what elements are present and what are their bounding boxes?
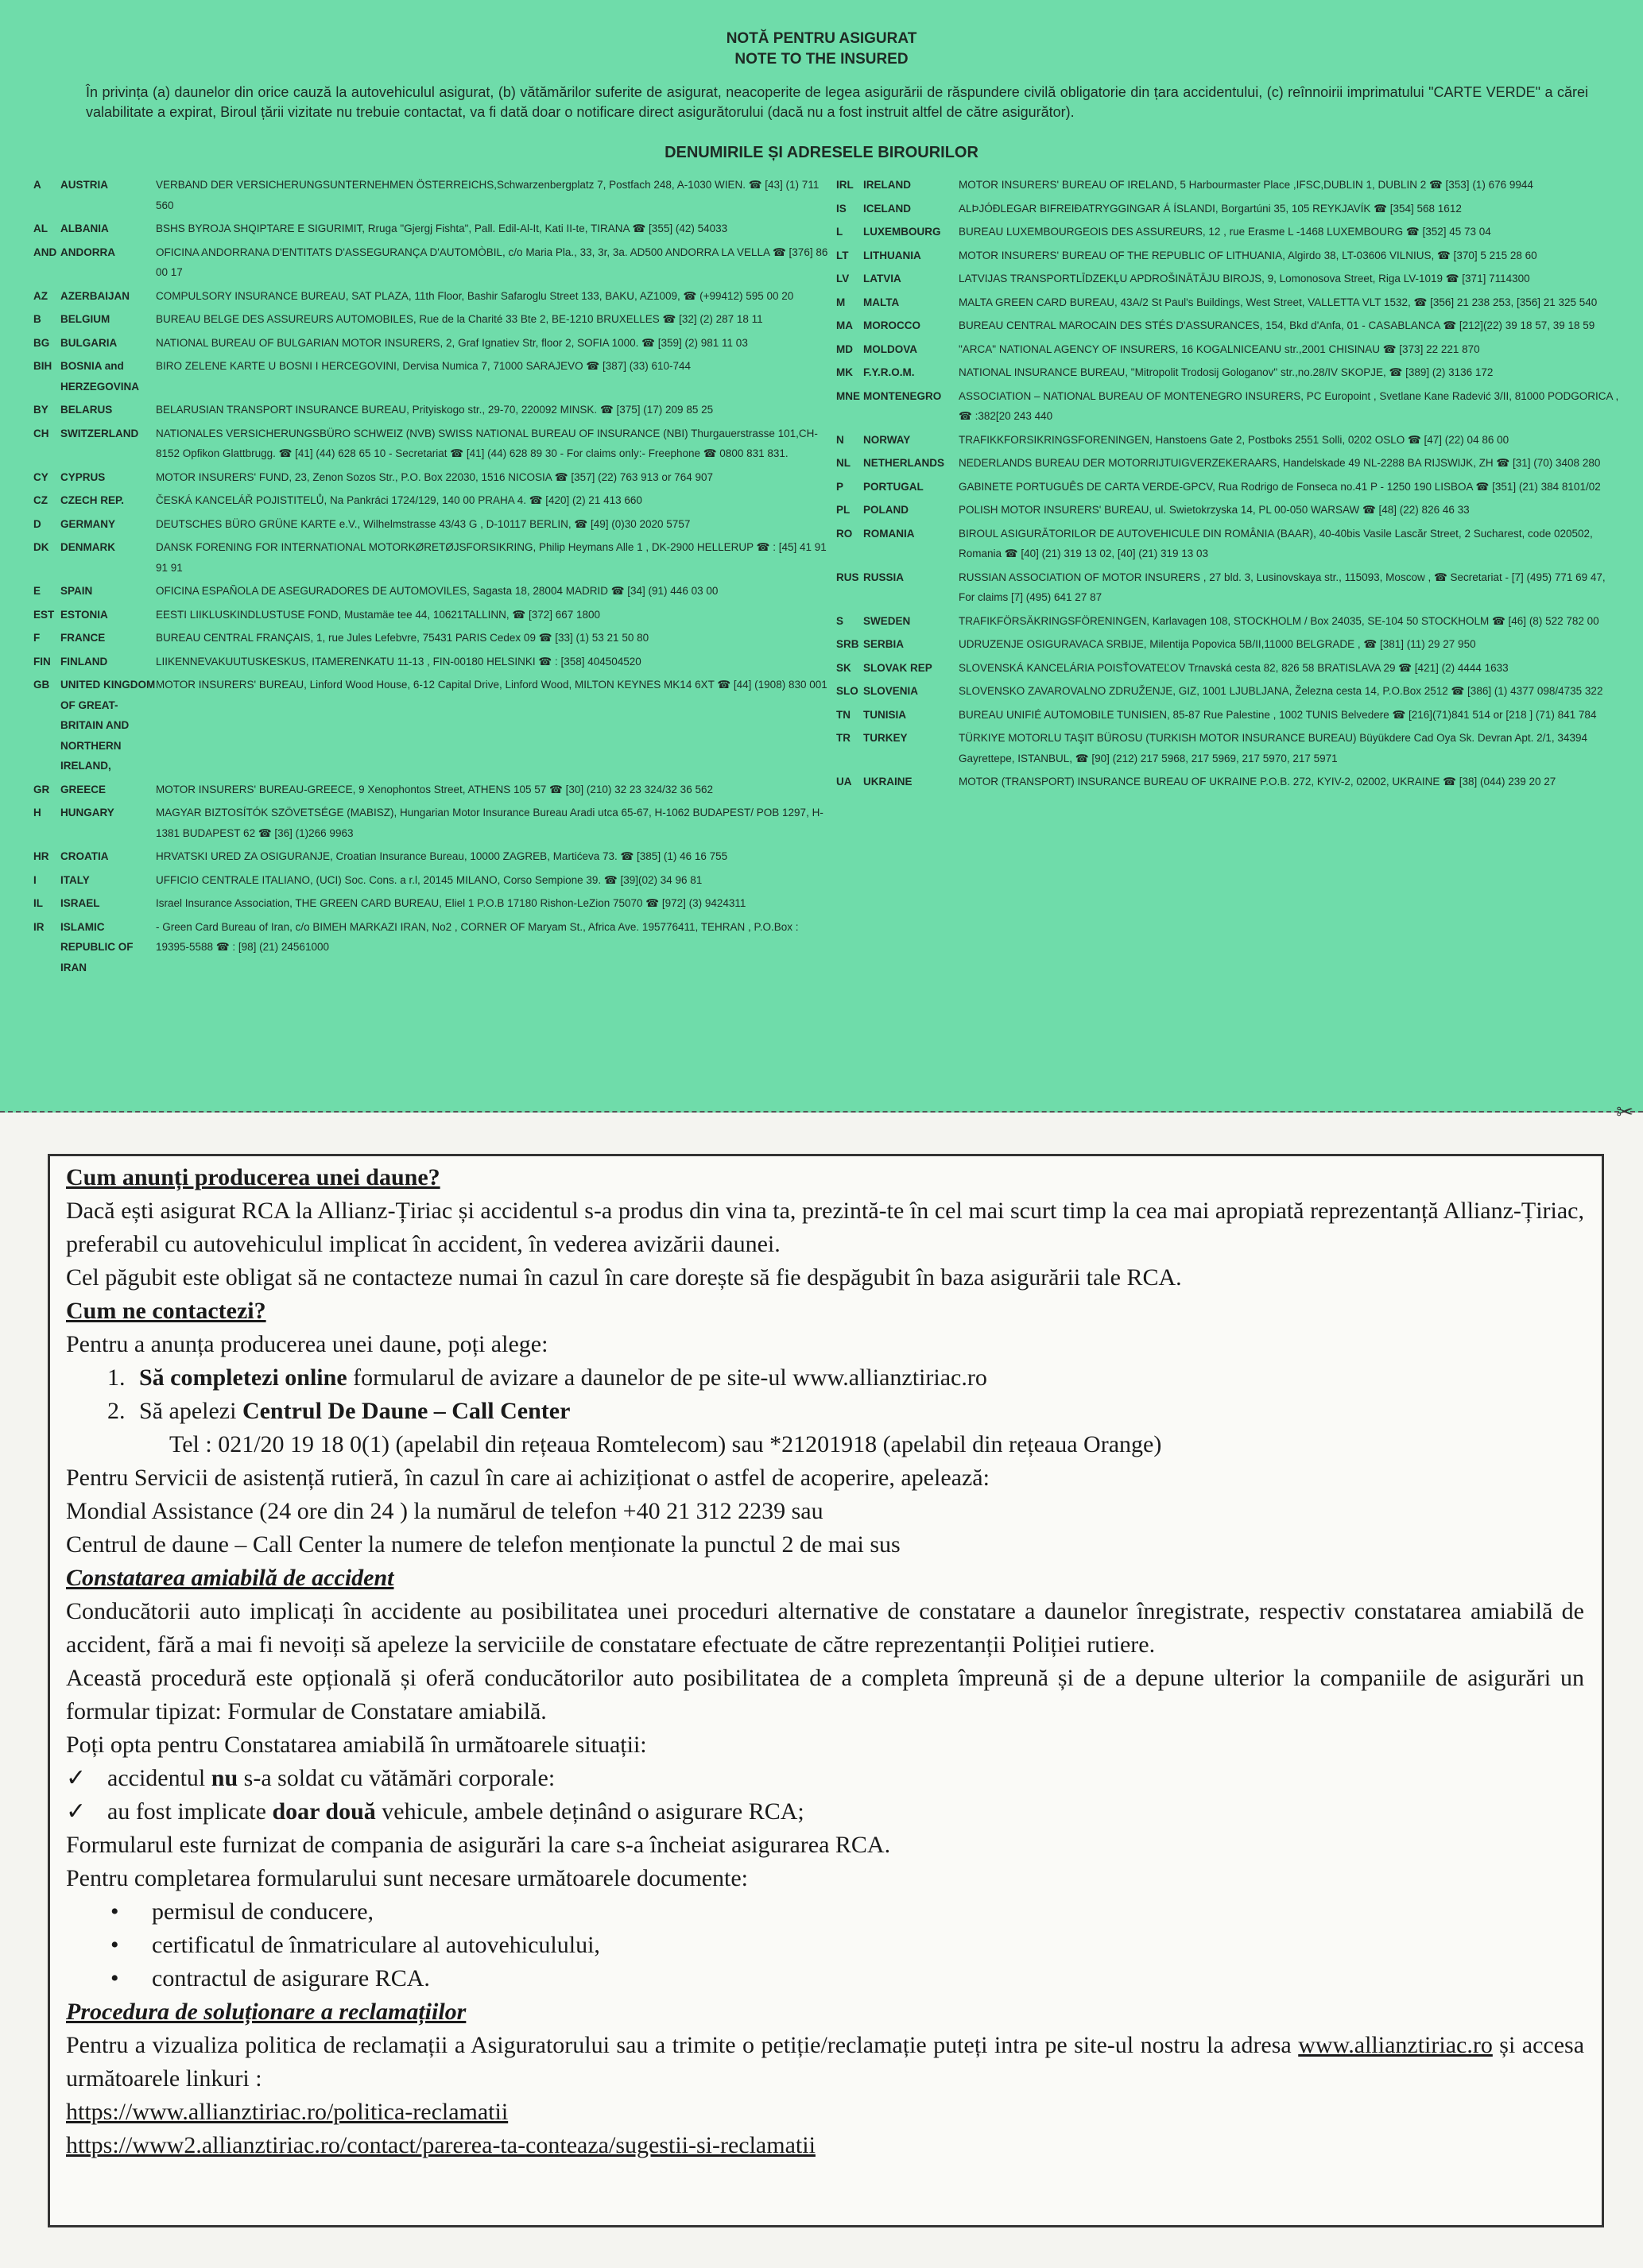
check-icon: ✓ xyxy=(66,1765,87,1791)
bureau-address: OFICINA ANDORRANA D'ENTITATS D'ASSEGURANÇA D'AUTOMÒBIL, c/o Maria Pla., 33, 3r, 3a. AD500 ANDORRA LA VELLA ☎ [376] 86 00 17 xyxy=(156,246,828,278)
bureau-code: TR xyxy=(836,732,851,744)
bureau-code: S xyxy=(836,614,844,627)
bureau-country: GERMANY xyxy=(60,517,116,530)
paragraph: Pentru completarea formularului sunt necesare următoarele documente: xyxy=(66,1865,748,1891)
bureau-address: ČESKÁ KANCELÁŘ POJISTITELŮ, Na Pankráci 1724/129, 140 00 PRAHA 4. ☎ [420] (2) 21 413 660 xyxy=(156,494,642,506)
bureau-entry xyxy=(33,333,828,354)
complaints-policy-link[interactable]: https://www.allianztiriac.ro/politica-reclamatii xyxy=(66,2099,509,2125)
bureau-address: ASSOCIATION – NATIONAL BUREAU OF MONTENEGRO INSURERS, PC Europoint , Svetlane Kane Radević 3/II, 81000 PODGORICA , ☎ :382[20 243 440 xyxy=(959,389,1619,422)
bureau-entry xyxy=(836,269,1623,289)
bureau-code: MA xyxy=(836,319,853,331)
bureau-entry xyxy=(33,893,828,914)
bureau-entry xyxy=(33,400,828,420)
bureau-country: CZECH REP. xyxy=(60,494,125,506)
bureau-address: Israel Insurance Association, THE GREEN CARD BUREAU, Eliel 1 P.O.B 17180 Rishon-LeZion 75070 ☎ [972] (3) 9424311 xyxy=(156,897,746,909)
heading-contact: Cum ne contactezi? xyxy=(66,1298,266,1324)
bureau-address: SLOVENSKO ZAVAROVALNO ZDRUŽENJE, GIZ, 1001 LJUBLJANA, Železna cesta 14, P.O.Box 2512 ☎ [386] (1) 4377 098/4735 322 xyxy=(959,685,1603,697)
bureau-address: MALTA GREEN CARD BUREAU, 43A/2 St Paul's Buildings, West Street, VALLETTA VLT 1532, ☎ [356] 21 238 253, [356] 21 325 540 xyxy=(959,296,1598,308)
bureau-address: NEDERLANDS BUREAU DER MOTORRIJTUIGVERZEKERAARS, Handelskade 49 NL-2288 BA RIJSWIJK, ZH ☎ [31] (70) 3408 280 xyxy=(959,457,1601,469)
bureau-code: HR xyxy=(33,850,49,862)
bureau-country: PORTUGAL xyxy=(863,480,924,493)
bureau-country: SLOVAK REP xyxy=(863,661,932,674)
bureau-country: POLAND xyxy=(863,504,909,516)
bureau-address: TRAFIKFÖRSÄKRINGSFÖRENINGEN, Karlavagen 108, STOCKHOLM / Box 24035, SE-104 50 STOCKHOLM ☎ [46] (8) 522 782 00 xyxy=(959,614,1599,627)
bureau-address: MOTOR INSURERS' BUREAU OF IRELAND, 5 Harbourmaster Place ,IFSC,DUBLIN 1, DUBLIN 2 ☎ [353] (1) 676 9944 xyxy=(959,179,1533,191)
paragraph: Formularul este furnizat de compania de asigurări la care s-a încheiat asigurarea RCA. xyxy=(66,1832,891,1858)
bureau-country: BOSNIA and HERZEGOVINA xyxy=(60,360,140,393)
bureau-country: MOLDOVA xyxy=(863,343,917,355)
bureau-entry xyxy=(33,652,828,672)
bureau-code: BY xyxy=(33,404,48,416)
bureau-country: AZERBAIJAN xyxy=(60,289,130,302)
bureau-address: BIRO ZELENE KARTE U BOSNI I HERCEGOVINI, Dervisa Numica 7, 71000 SARAJEVO ☎ [387] (33) 610-744 xyxy=(156,360,692,372)
bureau-code: AZ xyxy=(33,289,48,302)
note-intro: În privința (a) daunelor din orice cauză la autovehiculul asigurat, (b) vătămărilor suferite de asigurat, neacoperite de legea asigurării de răspundere civilă obligatorie din țara accidentului, (c) reînnoirii imprimatului "CARTE VERDE" a cărei valabilitate a expirat, Biroul țării vizitate nu trebuie contactat, va fi dată doar o notificare direct asigurătorului (dacă nu a fost instruit altfel de către asigurător). xyxy=(86,84,1588,120)
bureau-address: MOTOR INSURERS' BUREAU OF THE REPUBLIC OF LITHUANIA, Algirdo 38, LT-03606 VILNIUS, ☎ [370] 5 215 28 60 xyxy=(959,249,1537,261)
bureau-address: TRAFIKKFORSIKRINGSFORENINGEN, Hanstoens Gate 2, Postboks 2551 Solli, 0202 OSLO ☎ [47] (22) 04 86 00 xyxy=(959,433,1509,446)
bureau-country: AUSTRIA xyxy=(60,179,108,191)
bureau-country: ITALY xyxy=(60,873,90,886)
bureau-entry xyxy=(33,803,828,843)
bureau-country: NORWAY xyxy=(863,433,911,446)
bureau-entry xyxy=(836,246,1623,266)
bureau-country: BELGIUM xyxy=(60,313,110,325)
bureau-code: MNE xyxy=(836,389,860,402)
bureau-code: MD xyxy=(836,343,853,355)
bureau-code: IS xyxy=(836,202,847,215)
bureau-entry xyxy=(836,315,1623,336)
bureau-country: MOROCCO xyxy=(863,319,920,331)
bureau-code: FIN xyxy=(33,655,51,668)
bureau-code: EST xyxy=(33,608,55,621)
bureau-entry xyxy=(836,339,1623,360)
bureau-country: ISRAEL xyxy=(60,897,100,909)
paragraph: Pentru a anunța producerea unei daune, poți alege: xyxy=(66,1331,548,1357)
bureau-address: BUREAU UNIFIÉ AUTOMOBILE TUNISIEN, 85-87 Rue Palestine , 1002 TUNIS Belvedere ☎ [216](71)841 514 or [218 ] (71) 841 784 xyxy=(959,708,1597,721)
bureau-country: ESTONIA xyxy=(60,608,108,621)
bureau-address: UFFICIO CENTRALE ITALIANO, (UCI) Soc. Cons. a r.l, 20145 MILANO, Corso Sempione 39. ☎ [39](02) 34 96 81 xyxy=(156,873,703,886)
bureau-address: BUREAU CENTRAL MAROCAIN DES STÉS D'ASSURANCES, 154, Bkd d'Anfa, 01 - CASABLANCA ☎ [212](22) 39 18 57, 39 18 59 xyxy=(959,319,1595,331)
bullet-item: • certificatul de înmatriculare al autovehiculului, xyxy=(66,1929,1584,1962)
bureau-country: F.Y.R.O.M. xyxy=(863,366,915,378)
paragraph: Conducătorii auto implicați în accidente au posibilitatea unei proceduri alternative de constatare a daunelor înregistrate, respectiv constatarea amiabilă de accident, fără a mai fi nevoiți să apeleze la serviciile de constatare efectuate de către reprezentanții Poliției rutiere. xyxy=(66,1598,1584,1658)
bureau-entry xyxy=(836,477,1623,497)
bureau-entry xyxy=(836,199,1623,219)
bureau-entry xyxy=(33,917,828,978)
bureau-code: IR xyxy=(33,920,45,933)
bureau-address: VERBAND DER VERSICHERUNGSUNTERNEHMEN ÖSTERREICHS,Schwarzenbergplatz 7, Postfach 248, A-1030 WIEN. ☎ [43] (1) 711 560 xyxy=(156,179,820,211)
bureau-code: DK xyxy=(33,541,49,553)
paragraph: Pentru a vizualiza politica de reclamații a Asiguratorului sau a trimite o petiție/reclamație puteți intra pe site-ul nostru la adresa www.allianztiriac.ro și accesa următoarele linkuri : xyxy=(66,2032,1585,2092)
paragraph: Această procedură este opțională și oferă conducătorilor auto posibilitatea de a completa împreună și de a depune ulterior la companiile de asigurări un formular tipizat: Formular de Constatare amiabilă. xyxy=(66,1665,1584,1724)
bureau-code: LV xyxy=(836,273,850,284)
bureau-entry xyxy=(836,681,1623,702)
bureau-code: A xyxy=(33,179,41,191)
bureau-country: UKRAINE xyxy=(863,776,913,788)
list-item: 1. Să completezi online formularul de avizare a daunelor de pe site-ul www.allianztiriac.ro xyxy=(107,1364,987,1391)
bureau-country: HUNGARY xyxy=(60,807,114,819)
bureau-entry xyxy=(33,219,828,239)
bureau-code: B xyxy=(33,313,41,325)
bureau-code: RO xyxy=(836,527,853,540)
bureau-address: EESTI LIIKLUSKINDLUSTUSE FOND, Mustamäe tee 44, 10621TALLINN, ☎ [372] 667 1800 xyxy=(156,608,601,621)
bureau-code: RUS xyxy=(836,571,859,583)
bureau-address: MOTOR (TRANSPORT) INSURANCE BUREAU OF UKRAINE P.O.B. 272, KYIV-2, 02002, UKRAINE ☎ [38] (044) 239 20 27 xyxy=(959,776,1556,788)
bureau-code: TN xyxy=(836,708,851,721)
bureau-entry xyxy=(33,628,828,648)
bureau-entry xyxy=(836,658,1623,679)
bureau-entry xyxy=(836,705,1623,726)
bureau-address: BSHS BYROJA SHQIPTARE E SIGURIMIT, Rruga "Gjergj Fishta", Pall. Edil-Al-It, Kati II-te, TIRANA ☎ [355] (42) 54033 xyxy=(156,223,728,234)
bureau-entry xyxy=(836,362,1623,383)
list-item: 2. Să apelezi Centrul De Daune – Call Center xyxy=(107,1398,571,1424)
bureau-country: ISLAMIC REPUBLIC OF IRAN xyxy=(60,920,134,973)
bullet-icon: • xyxy=(110,1965,119,1991)
heading-report-claim: Cum anunți producerea unei daune? xyxy=(66,1164,440,1190)
bureau-address: BELARUSIAN TRANSPORT INSURANCE BUREAU, Prityiskogo str., 29-70, 220092 MINSK. ☎ [375] (17) 209 85 25 xyxy=(156,404,714,416)
bureau-entry xyxy=(836,567,1623,608)
bureau-country: FINLAND xyxy=(60,655,108,668)
bureau-entry xyxy=(33,175,828,215)
bureau-code: N xyxy=(836,433,844,446)
check-item: ✓ au fost implicate doar două vehicule, ambele deținând o asigurare RCA; xyxy=(66,1795,1584,1829)
bureau-entry xyxy=(33,605,828,625)
bureau-country: BULGARIA xyxy=(60,336,118,349)
bureau-code: SRB xyxy=(836,638,859,650)
bureau-address: NATIONALES VERSICHERUNGSBÜRO SCHWEIZ (NVB) SWISS NATIONAL BUREAU OF INSURANCE (NBI) Thurgauerstrasse 101,CH-8152 Opfikon Glattbrugg. ☎ [41] (44) 628 65 10 - Secretariat ☎ [41] (44) 628 89 30 - For claims only:- Freephone ☎ 0800 831 831. xyxy=(156,427,818,459)
bureau-entry xyxy=(33,514,828,535)
bureau-entry xyxy=(33,846,828,867)
bureau-code: M xyxy=(836,296,846,308)
bureau-entry xyxy=(836,453,1623,474)
bureau-country: LITHUANIA xyxy=(863,249,921,261)
paragraph: Cel păgubit este obligat să ne contacteze numai în cazul în care dorește să fie despăgubit în baza asigurării tale RCA. xyxy=(66,1264,1182,1291)
bureau-entry xyxy=(33,870,828,891)
bureau-code: MK xyxy=(836,366,853,378)
bureau-entry xyxy=(836,386,1623,427)
bureau-entry xyxy=(33,356,828,397)
bureau-entry xyxy=(836,175,1623,195)
bureau-country: TUNISIA xyxy=(863,708,906,721)
bureau-entry xyxy=(33,490,828,511)
bureau-entry xyxy=(33,581,828,602)
bullet-icon: • xyxy=(110,1898,119,1925)
bureau-entry xyxy=(836,222,1623,242)
bureau-address: MAGYAR BIZTOSÍTÓK SZÖVETSÉGE (MABISZ), Hungarian Motor Insurance Bureau Aradi utca 65-67, H-1062 BUDAPEST/ POB 1297, H-1381 BUDAPEST 62 ☎ [36] (1)266 9963 xyxy=(156,807,823,839)
bureau-code: PL xyxy=(836,504,851,516)
bureau-entry xyxy=(33,242,828,283)
paragraph: Dacă ești asigurat RCA la Allianz-Țiriac și accidentul s-a produs din vina ta, prezintă-te în cel mai scurt timp la cea mai apropiată reprezentanță Allianz-Țiriac, preferabil cu autovehiculul implicat în accident, în vederea avizării daunei. xyxy=(66,1198,1584,1257)
bureau-address: BUREAU CENTRAL FRANÇAIS, 1, rue Jules Lefebvre, 75431 PARIS Cedex 09 ☎ [33] (1) 53 21 50 80 xyxy=(156,632,649,644)
bureau-country: LATVIA xyxy=(863,273,901,284)
bureau-address: RUSSIAN ASSOCIATION OF MOTOR INSURERS , 27 bld. 3, Lusinovskaya str., 115093, Moscow , ☎ Secretariat - [7] (495) 771 69 47, For claims [7] (495) 641 27 87 xyxy=(959,571,1606,603)
bureau-address: MOTOR INSURERS' BUREAU-GREECE, 9 Xenophontos Street, ATHENS 105 57 ☎ [30] (210) 32 23 324/32 36 562 xyxy=(156,783,713,795)
bureau-country: IRELAND xyxy=(863,179,911,191)
bureau-country: MONTENEGRO xyxy=(863,389,942,402)
bureau-country: TURKEY xyxy=(863,732,908,744)
bureau-country: DENMARK xyxy=(60,541,115,553)
bureau-address: BUREAU BELGE DES ASSUREURS AUTOMOBILES, Rue de la Charité 33 Bte 2, BE-1210 BRUXELLES ☎ [32] (2) 287 18 11 xyxy=(156,313,763,325)
bureau-country: SERBIA xyxy=(863,638,905,650)
bureau-code: E xyxy=(33,585,41,597)
bureau-entry xyxy=(33,780,828,800)
bureau-address: HRVATSKI URED ZA OSIGURANJE, Croatian Insurance Bureau, 10000 ZAGREB, Martićeva 73. ☎ [385] (1) 46 16 755 xyxy=(156,850,728,862)
bureau-address: OFICINA ESPAÑOLA DE ASEGURADORES DE AUTOMOVILES, Sagasta 18, 28004 MADRID ☎ [34] (91) 446 03 00 xyxy=(156,585,719,597)
heading-amicable-report: Constatarea amiabilă de accident xyxy=(66,1565,394,1591)
scissors-icon: ✂ xyxy=(1616,1100,1633,1124)
bureau-entry xyxy=(33,537,828,578)
bureau-code: UA xyxy=(836,776,852,788)
bureau-code: GR xyxy=(33,783,50,795)
bureau-country: GREECE xyxy=(60,783,107,795)
bureaus-left-column xyxy=(33,175,828,981)
bureau-code: LT xyxy=(836,249,849,261)
bureau-country: SWITZERLAND xyxy=(60,427,139,439)
bureau-entry xyxy=(33,286,828,307)
bureau-address: TÜRKIYE MOTORLU TAŞIT BÜROSU (TURKISH MOTOR INSURANCE BUREAU) Büyükdere Cad Oya Sk. Devran Apt. 2/1, 34394 Gayrettepe, ISTANBUL, ☎ [90] (212) 217 5968, 217 5969, 217 5970, 217 5971 xyxy=(959,732,1587,764)
bureau-country: RUSSIA xyxy=(863,571,905,583)
bureau-address: BUREAU LUXEMBOURGEOIS DES ASSUREURS, 12 , rue Erasme L -1468 LUXEMBOURG ☎ [352] 45 73 04 xyxy=(959,226,1491,238)
bureau-entry xyxy=(33,467,828,488)
bureau-country: ALBANIA xyxy=(60,223,109,234)
bureau-country: LUXEMBOURG xyxy=(863,226,941,238)
bureau-code: IRL xyxy=(836,179,854,191)
bureau-country: SLOVENIA xyxy=(863,685,919,697)
bureau-code: L xyxy=(836,226,843,238)
bureaus-title: DENUMIRILE ȘI ADRESELE BIROURILOR xyxy=(665,144,978,161)
bureau-code: IL xyxy=(33,897,43,909)
bureau-address: LATVIJAS TRANSPORTLĪDZEKĻU APDROŠINĀTĀJU BIROJS, 9, Lomonosova Street, Riga LV-1019 ☎ [371] 7114300 xyxy=(959,273,1530,284)
bureau-entry xyxy=(33,675,828,776)
bureau-address: MOTOR INSURERS' BUREAU, Linford Wood House, 6-12 Capital Drive, Linford Wood, MILTON KEYNES MK14 6XT ☎ [44] (1908) 830 001 xyxy=(156,679,827,691)
bureau-code: GB xyxy=(33,679,50,691)
bureau-code: F xyxy=(33,632,41,644)
bureau-code: H xyxy=(33,807,41,819)
claims-info-box xyxy=(48,1154,1604,2227)
bureau-entry xyxy=(836,728,1623,768)
bureau-code: SK xyxy=(836,661,851,674)
bureau-entry xyxy=(836,430,1623,451)
paragraph: Mondial Assistance (24 ore din 24 ) la numărul de telefon +40 21 312 2239 sau xyxy=(66,1498,823,1524)
bureau-country: FRANCE xyxy=(60,632,106,644)
bureau-address: NATIONAL INSURANCE BUREAU, "Mitropolit Trodosij Gologanov" str.,no.28/IV SKOPJE, ☎ [389] (2) 3136 172 xyxy=(959,366,1494,378)
bureau-country: ROMANIA xyxy=(863,527,915,540)
paragraph: Poți opta pentru Constatarea amiabilă în următoarele situații: xyxy=(66,1732,647,1758)
bureau-code: AL xyxy=(33,223,48,234)
bureau-country: BELARUS xyxy=(60,404,113,416)
bureau-address: GABINETE PORTUGUÊS DE CARTA VERDE-GPCV, Rua Rodrigo de Fonseca no.41 P - 1250 190 LISBOA ☎ [351] (21) 384 8101/02 xyxy=(959,480,1601,493)
bureau-code: I xyxy=(33,873,37,886)
bureaus-right-column xyxy=(836,175,1623,795)
bureau-address: LIIKENNEVAKUUTUSKESKUS, ITAMERENKATU 11-13 , FIN-00180 HELSINKI ☎ : [358] 404504520 xyxy=(156,655,641,668)
bureau-country: MALTA xyxy=(863,296,900,308)
green-card-note-section xyxy=(0,0,1643,1113)
bureau-code: CH xyxy=(33,427,49,439)
bureau-code: CY xyxy=(33,470,48,483)
bureau-address: MOTOR INSURERS' FUND, 23, Zenon Sozos Str., P.O. Box 22030, 1516 NICOSIA ☎ [357] (22) 763 913 or 764 907 xyxy=(156,470,713,483)
bureau-address: - Green Card Bureau of Iran, c/o BIMEH MARKAZI IRAN, No2 , CORNER OF Maryam St., Africa Ave. 195776411, TEHRAN , P.O.Box : 19395-5588 ☎ : [98] (21) 24561000 xyxy=(156,920,799,953)
call-center-phone: Tel : 021/20 19 18 0(1) (apelabil din rețeaua Romtelecom) sau *21201918 (apelabil din rețeaua Orange) xyxy=(169,1431,1162,1457)
bureau-entry xyxy=(836,611,1623,632)
bureau-country: ANDORRA xyxy=(60,246,115,258)
note-title-en: NOTE TO THE INSURED xyxy=(734,51,909,68)
bureau-code: AND xyxy=(33,246,57,258)
bureau-entry xyxy=(836,634,1623,655)
bureau-address: COMPULSORY INSURANCE BUREAU, SAT PLAZA, 11th Floor, Bashir Safaroglu Street 133, BAKU, AZ1009, ☎ (+99412) 595 00 20 xyxy=(156,289,794,302)
bureau-address: SLOVENSKÁ KANCELÁRIA POISŤOVATEĽOV Trnavská cesta 82, 826 58 BRATISLAVA 29 ☎ [421] (2) 4444 1633 xyxy=(959,661,1509,674)
bureau-address: POLISH MOTOR INSURERS' BUREAU, ul. Swietokrzyska 14, PL 00-050 WARSAW ☎ [48] (22) 826 46 33 xyxy=(959,504,1470,516)
bureau-code: BIH xyxy=(33,360,52,372)
bureau-code: D xyxy=(33,517,41,530)
note-title-ro: NOTĂ PENTRU ASIGURAT xyxy=(726,30,917,47)
bureau-entry xyxy=(836,772,1623,792)
bureau-country: SPAIN xyxy=(60,585,93,597)
paragraph: Pentru Servicii de asistență rutieră, în cazul în care ai achiziționat o astfel de acoperire, apelează: xyxy=(66,1465,990,1491)
bureau-address: UDRUZENJE OSIGURAVACA SRBIJE, Milentija Popovica 5B/II,11000 BELGRADE , ☎ [381] (11) 29 27 950 xyxy=(959,638,1476,650)
bureau-country: ICELAND xyxy=(863,202,911,215)
bureau-code: NL xyxy=(836,457,851,469)
bureau-entry xyxy=(33,309,828,330)
bureau-code: CZ xyxy=(33,494,48,506)
bullet-item: • permisul de conducere, xyxy=(66,1895,1584,1929)
bureau-entry xyxy=(836,500,1623,521)
complaints-form-link[interactable]: https://www2.allianztiriac.ro/contact/parerea-ta-conteaza/sugestii-si-reclamatii xyxy=(66,2132,816,2158)
site-link[interactable]: www.allianztiriac.ro xyxy=(1298,2032,1493,2058)
bureau-address: DANSK FORENING FOR INTERNATIONAL MOTORKØRETØJSFORSIKRING, Philip Heymans Alle 1 , DK-2900 HELLERUP ☎ : [45] 41 91 91 91 xyxy=(156,541,827,574)
bullet-item: • contractul de asigurare RCA. xyxy=(66,1962,1584,1995)
bureau-entry xyxy=(836,292,1623,313)
check-item: ✓ accidentul nu s-a soldat cu vătămări corporale: xyxy=(66,1762,1584,1795)
bureau-code: P xyxy=(836,480,844,493)
bureau-address: ALÞJÓÐLEGAR BIFREIÐATRYGGINGAR Á ÍSLANDI, Borgartúni 35, 105 REYKJAVÍK ☎ [354] 568 1612 xyxy=(959,202,1462,215)
check-icon: ✓ xyxy=(66,1798,87,1825)
bullet-icon: • xyxy=(110,1932,119,1958)
bureau-code: BG xyxy=(33,336,50,349)
bureau-country: CROATIA xyxy=(60,850,109,862)
paragraph: Centrul de daune – Call Center la numere de telefon menționate la punctul 2 de mai sus xyxy=(66,1531,901,1558)
bureau-entry xyxy=(33,424,828,464)
bureau-address: DEUTSCHES BÜRO GRÜNE KARTE e.V., Wilhelmstrasse 43/43 G , D-10117 BERLIN, ☎ [49] (0)30 2020 5757 xyxy=(156,517,691,530)
bureau-address: NATIONAL BUREAU OF BULGARIAN MOTOR INSURERS, 2, Graf Ignatiev Str, floor 2, SOFIA 1000. ☎ [359] (2) 981 11 03 xyxy=(156,336,748,349)
bureau-entry xyxy=(836,524,1623,564)
bureau-code: SLO xyxy=(836,685,858,697)
bureau-country: CYPRUS xyxy=(60,470,106,483)
heading-complaints: Procedura de soluționare a reclamațiilor xyxy=(66,1999,467,2025)
bureau-country: NETHERLANDS xyxy=(863,457,945,469)
bureau-country: UNITED KINGDOM OF GREAT-BRITAIN AND NORTHERN IRELAND, xyxy=(60,679,156,772)
bureau-address: "ARCA" NATIONAL AGENCY OF INSURERS, 16 KOGALNICEANU str.,2001 CHISINAU ☎ [373] 22 221 870 xyxy=(959,343,1480,355)
bureau-address: BIROUL ASIGURĂTORILOR DE AUTOVEHICULE DIN ROMÂNIA (BAAR), 40-40bis Vasile Lascăr Street, 2 Sucharest, code 020502, Romania ☎ [40] (21) 319 13 02, [40] (21) 319 13 03 xyxy=(959,527,1593,559)
bureau-country: SWEDEN xyxy=(863,614,911,627)
